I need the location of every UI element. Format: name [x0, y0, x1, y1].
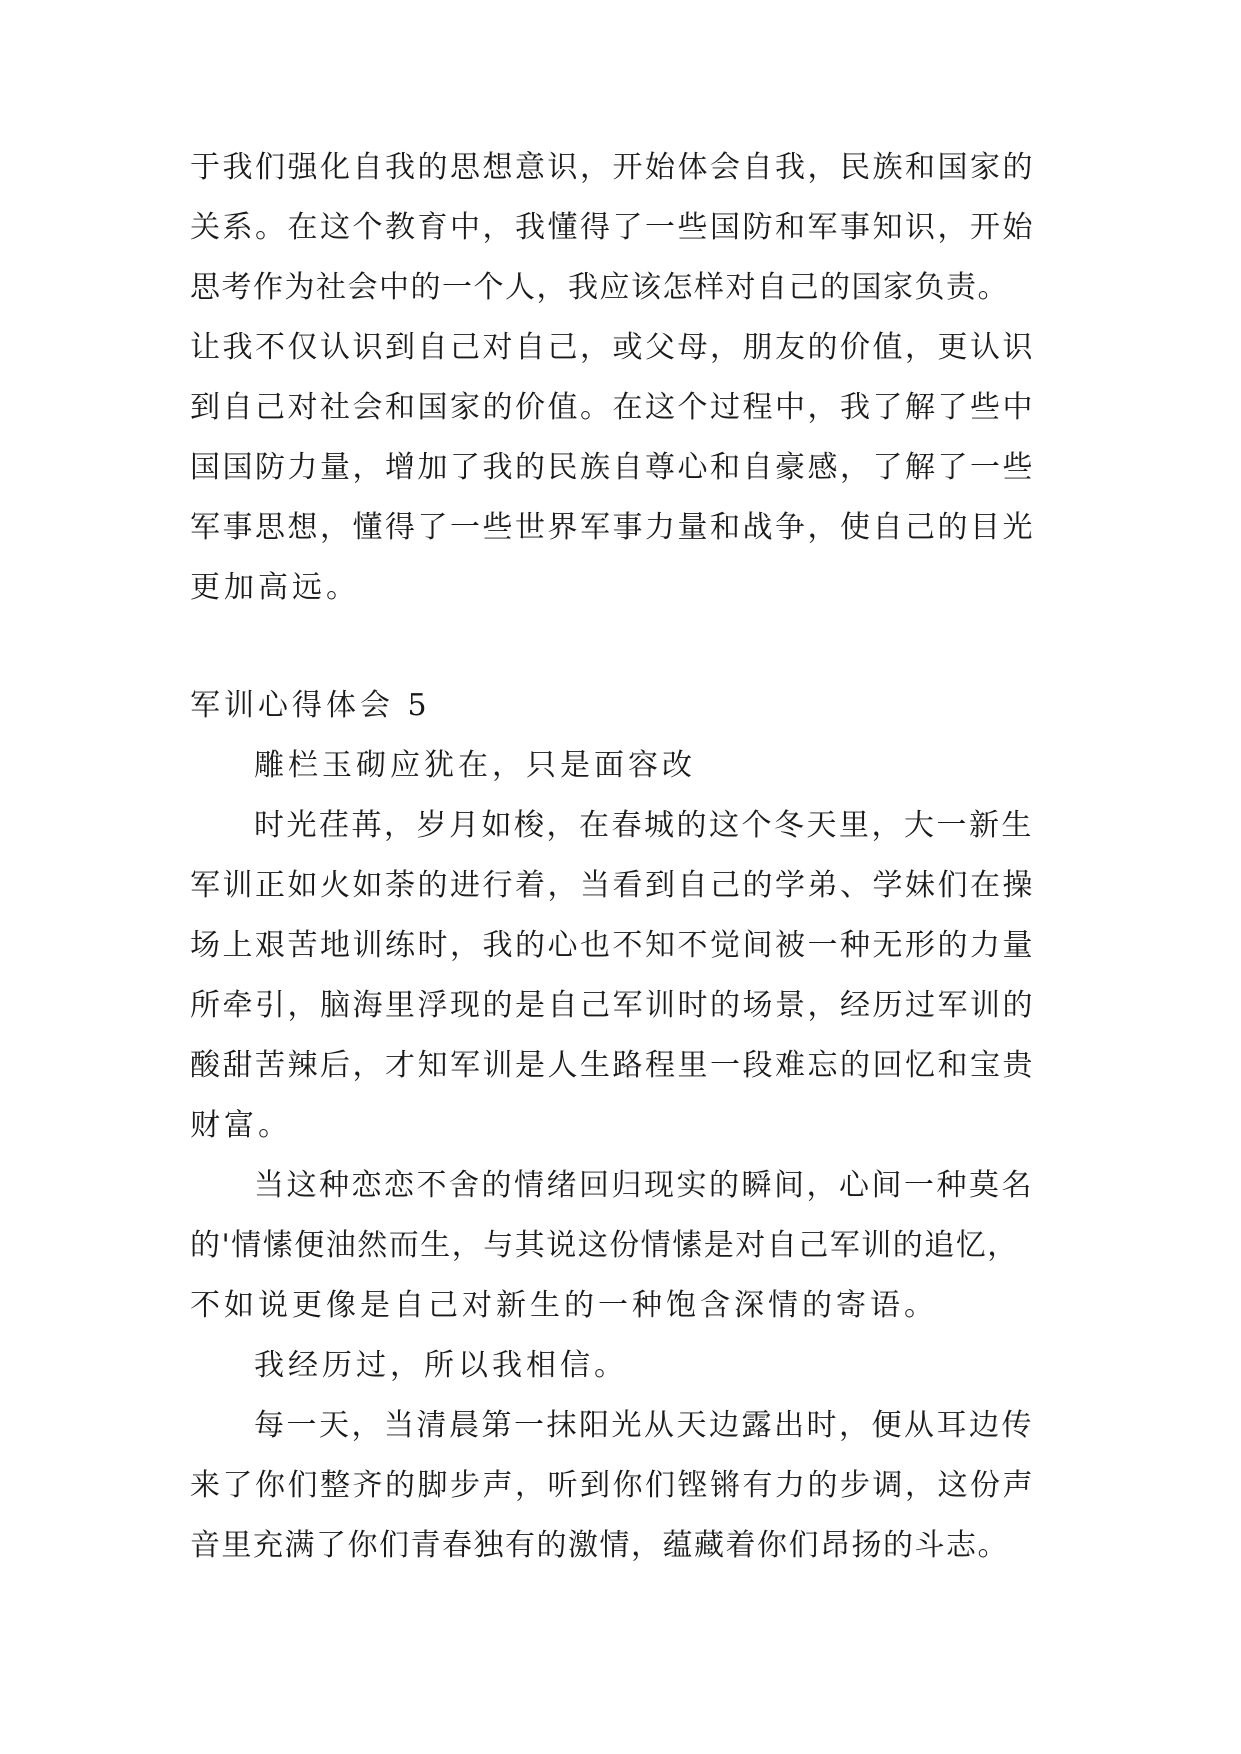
body-text-line: 的'情愫便油然而生，与其说这份情愫是对自己军训的追忆，: [190, 1228, 1019, 1263]
body-text-line: 更加高远。: [190, 570, 360, 605]
body-text-line: 于我们强化自我的思想意识，开始体会自我，民族和国家的: [190, 150, 1035, 185]
body-text-line: 到自己对社会和国家的价值。在这个过程中，我了解了些中: [190, 390, 1035, 425]
body-text-line: 所牵引，脑海里浮现的是自己军训时的场景，经历过军训的: [190, 988, 1035, 1023]
body-text-line: 军训正如火如荼的进行着，当看到自己的学弟、学妹们在操: [190, 868, 1035, 903]
body-text-line: 我经历过，所以我相信。: [254, 1348, 628, 1383]
section-subtitle: 雕栏玉砌应犹在，只是面容改: [254, 748, 696, 783]
body-text-line: 思考作为社会中的一个人，我应该怎样对自己的国家负责。: [190, 270, 1009, 305]
body-text-line: 每一天，当清晨第一抹阳光从天边露出时，便从耳边传: [254, 1408, 1034, 1443]
body-text-line: 财富。: [190, 1108, 292, 1143]
body-text-line: 来了你们整齐的脚步声，听到你们铿锵有力的步调，这份声: [190, 1468, 1035, 1503]
body-text-line: 音里充满了你们青春独有的激情，蕴藏着你们昂扬的斗志。: [190, 1528, 1009, 1563]
body-text-line: 当这种恋恋不舍的情绪回归现实的瞬间，心间一种莫名: [254, 1168, 1034, 1203]
body-text-line: 让我不仅认识到自己对自己，或父母，朋友的价值，更认识: [190, 330, 1035, 365]
body-text-line: 关系。在这个教育中，我懂得了一些国防和军事知识，开始: [190, 210, 1035, 245]
body-text-line: 军事思想，懂得了一些世界军事力量和战争，使自己的目光: [190, 510, 1035, 545]
body-text-line: 国国防力量，增加了我的民族自尊心和自豪感，了解了一些: [190, 450, 1035, 485]
body-text-line: 时光荏苒，岁月如梭，在春城的这个冬天里，大一新生: [254, 808, 1034, 843]
body-text-line: 场上艰苦地训练时，我的心也不知不觉间被一种无形的力量: [190, 928, 1035, 963]
section-heading: 军训心得体会 5: [190, 688, 431, 723]
body-text-line: 不如说更像是自己对新生的一种饱含深情的寄语。: [190, 1288, 938, 1323]
body-text-line: 酸甜苦辣后，才知军训是人生路程里一段难忘的回忆和宝贵: [190, 1048, 1035, 1083]
